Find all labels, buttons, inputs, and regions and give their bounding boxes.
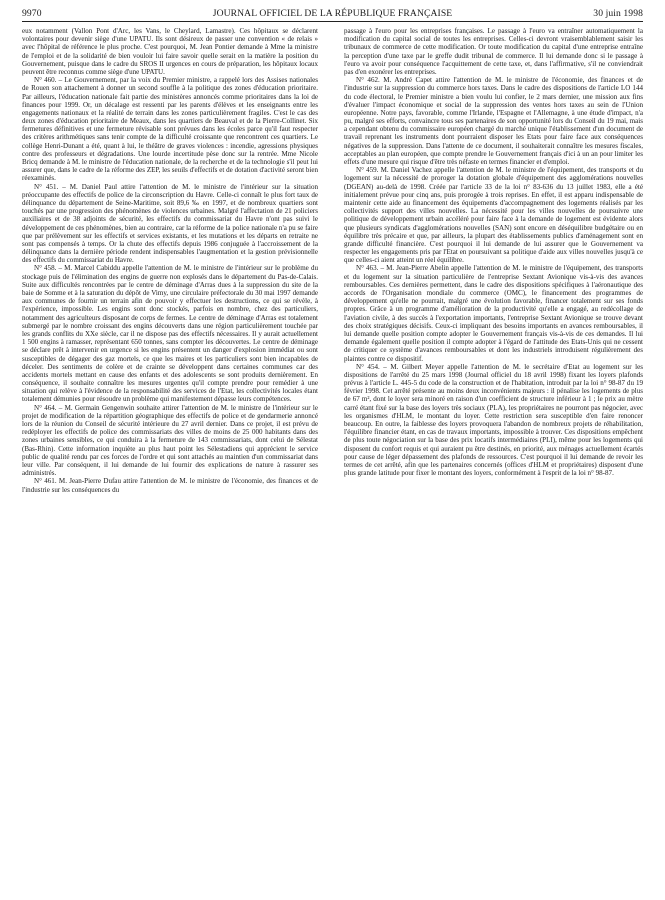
paragraph: N° 458. – M. Marcel Cabiddu appelle l'attention de M. le ministre de l'intérieur sur le problème du stockage puis de l'élimination des engins de guerre non explosés dans le département du Pas-de-Calais. Suite aux difficultés rencontrées par le centre de déminage d'Arras dues à la suppression du site de la baie de Somme et à la saturation du dépôt de Vimy, une circulaire préfectorale du 30 mai 1997 demande aux communes de fournir un terrain afin de pouvoir y effectuer les destructions, ce qui se révèle, à l'expérience, impossible. Les engins sont donc stockés, parfois en nombre, chez des particuliers, notamment des agriculteurs disposant de corps de fermes. Le centre de déminage d'Arras est totalement submergé par le nombre croissant des engins découverts dans une région particulièrement touchée par les grands conflits du XXe siècle, car il ne dispose pas des effectifs nécessaires. Il y aurait actuellement 1 500 engins à ramasser, représentant 650 tonnes, sans compter les découvertes. Le centre de déminage se déclare prêt à intervenir en urgence si les engins présentent un danger d'explosion immédiat ou sont susceptibles de dégager des gaz mortels, ce que les maires et les particuliers sont bien incapables de déceler. Des sentiments de colère et de crainte se développent dans certaines communes car des accidents mortels mettant en cause des enfants et des adolescents se sont produits dernièrement. En conséquence, il souhaite connaître les mesures urgentes qu'il compte prendre pour remédier à une situation qui relève à l'évidence de la responsabilité des services de l'Etat, les collectivités locales étant totalement démunies pour résoudre un problème qui manifestement dépasse leurs compétences. <box>22 264 318 404</box>
journal-title: JOURNAL OFFICIEL DE LA RÉPUBLIQUE FRANÇAISE <box>212 8 453 19</box>
paragraph: N° 460. – Le Gouvernement, par la voix du Premier ministre, a rappelé lors des Assises nationales de Rouen son attachement à donner un second souffle à la politique des zones d'éducation prioritaire. Par ailleurs, l'éducation nationale fait partie des ministères annoncés comme prioritaires dans la loi de finances pour 1999. Or, un décalage est ressenti par les parents d'élèves et les enseignants entre les engagements nationaux et la réalité de terrain dans les zones particulièrement fragiles. C'est le cas des deux zones d'éducation prioritaire de Meaux, dans les quartiers de Beauval et de la Pierre-Collinet. Six fermetures définitives et une fermeture révisable sont prévues dans les écoles parce qu'il faut respecter des critères arithmétiques sans tenir compte de la difficulté croissante que rencontrent ces quartiers. Le collège Henri-Dunant a été, quant à lui, le théâtre de graves violences : incendie, agressions physiques contre des professeurs et dégradations. Une lourde incertitude pèse donc sur la rentrée. Mme Nicole Bricq demande à M. le ministre de l'éducation nationale, de la recherche et de la technologie s'il peut lui assurer que, dans le cadre de la réforme des ZEP, les seuils d'effectifs et de dotation d'activité seront bien réexaminés. <box>22 76 318 183</box>
paragraph: N° 461. M. Jean-Pierre Dufau attire l'attention de M. le ministre de l'économie, des finances et de l'industrie sur les conséquences du <box>22 477 318 494</box>
right-column <box>344 27 643 892</box>
paragraph: N° 451. – M. Daniel Paul attire l'attention de M. le ministre de l'intérieur sur la situation préoccupante des effectifs de police de la circonscription du Havre. Celle-ci connaît le plus fort taux de délinquance du département de Seine-Maritime, soit 89,6 ‰ en 1997, et de nombreux quartiers sont touchés par une progression des phénomènes de violences urbaines. Malgré l'affectation de 21 policiers auxiliaires et de 38 adjoints de sécurité, les effectifs du commissariat du Havre n'ont pas suivi le développement de ces phénomènes, bien au contraire, car la réforme de la police nationale n'a pu se faire que par prélèvement sur les effectifs et services existants, et les mutations et les départs en retraite ne sont pas compensés à temps. Or la chute des effectifs depuis 1986 conjuguée à l'accroissement de la délinquance dans la dernière période rendent indispensables l'augmentation et la gestion prévisionnelle des effectifs du commissariat du Havre. <box>22 182 318 265</box>
left-column <box>22 27 318 892</box>
paragraph: passage à l'euro pour les entreprises françaises. Le passage à l'euro va entraîner automatiquement la modification du capital social de toutes les entreprises. Celles-ci devront vraisemblablement saisir les tribunaux de commerce de cette modification. Or toute modification du capital d'une entreprise entraîne la perception d'une taxe par le greffe dudit tribunal de commerce. Il lui demande donc si le passage à l'euro va avoir pour conséquence l'acquittement de cette taxe, et, dans l'affirmative, s'il ne conviendrait pas d'en exonérer les entreprises. <box>344 27 643 76</box>
paragraph: N° 459. M. Daniel Vachez appelle l'attention de M. le ministre de l'équipement, des transports et du logement sur la nécessité de proroger la dotation globale d'équipement des agglomérations nouvelles (DGEAN) au-delà de 1998. Créée par l'article 33 de la loi n° 83-636 du 13 juillet 1983, elle a été initialement prévue pour cinq ans, puis prorogée à trois reprises. En effet, il est apparu indispensable de maintenir cette aide au financement des équipements d'accompagnement des logements réalisés par les collectivités support des villes nouvelles. La nécessité pour les villes nouvelles de poursuivre une politique de développement urbain accéléré pour faire face à la demande de logement est évidente alors que plusieurs syndicats d'agglomérations nouvelles (SAN) sont encore en déséquilibre budgétaire ou en équilibre très précaire et que, par ailleurs, la plupart des établissements publics d'aménagement sont en grande difficulté financière. C'est pourquoi il lui demande de lui assurer que le Gouvernement va respecter les engagements pris par l'Etat en poursuivant sa politique d'aide aux villes nouvelles jusqu'à ce que celles-ci aient atteint un réel équilibre. <box>344 166 643 265</box>
paragraph: N° 464. – M. Germain Gengenwin souhaite attirer l'attention de M. le ministre de l'intérieur sur le projet de modification de la répartition géographique des effectifs de police et de gendarmerie annoncé lors de la réunion du Conseil de sécurité intérieure du 27 avril dernier. Dans ce projet, il est prévu de redéployer les effectifs de police des commissariats des villes de moins de 25 000 habitants dans des zones urbaines sensibles, ce qui conduira à la fermeture de 143 commissariats, dont celui de Sélestat (Bas-Rhin). Cette information inquiète au plus haut point les Sélestadiens qui apprécient le service public de qualité rendu par ces forces de l'ordre et qui sont attachés au maintien d'un commissariat dans leur ville. Par conséquent, il lui demande de lui fournir des explications de nature à rassurer ses administrés. <box>22 403 318 478</box>
paragraph: eux notamment (Vallon Pont d'Arc, les Vans, le Cheylard, Lamastre). Ces hôpitaux se déclarent volontaires pour devenir siège d'une UPATU. Ils sont désireux de passer une convention « de relais » avec l'hôpital de référence le plus proche. C'est pourquoi, M. Jean Pontier demande à Mme la ministre de l'emploi et de la solidarité de bien vouloir lui faire savoir quelle serait en la matière la position du Gouvernement, puisque dans le cadre du SROS II urgences en cours de préparation, les hôpitaux locaux peuvent être reconnus comme siège d'une UPATU. <box>22 27 318 76</box>
header-rule <box>22 21 643 22</box>
page-number: 9970 <box>22 8 42 19</box>
paragraph: N° 463. – M. Jean-Pierre Abelin appelle l'attention de M. le ministre de l'équipement, des transports et du logement sur la situation particulière de l'entreprise Sextant Avionique vis-à-vis des avances remboursables. Ces dernières permettent, dans le cadre des dispositions spécifiques à l'aéronautique des accords de l'Organisation mondiale du commerce (OMC), le financement des programmes de développement qu'elle ne pourrait, malgré une évolution favorable, financer totalement sur ses fonds propres. Grâce à un programme d'amélioration de la productivité qu'elle a engagé, au redécollage de l'aviation civile, à des succès à l'exportation importants, l'entreprise Sextant Avionique se trouve devant des choix stratégiques décisifs. Ceux-ci impliquant des besoins importants en avances remboursables, il lui demande quelle position compte adopter le Gouvernement français vis-à-vis de ces demandes. Il lui demande également quelle position il compte adopter à l'égard de l'attitude des Etats-Unis qui ne cessent de critiquer ce système d'avances remboursables et dont les industriels introduisent régulièrement des plaintes contre ce dispositif. <box>344 264 643 363</box>
paragraph: N° 454. – M. Gilbert Meyer appelle l'attention de M. le secrétaire d'Etat au logement sur les dispositions de l'arrêté du 25 mars 1998 (Journal officiel du 18 avril 1998) fixant les loyers plafonds prévus à l'article L. 445-5 du code de la construction et de l'habitation, introduit par la loi n° 98-87 du 19 février 1998. Cet arrêté présente au moins deux inconvénients majeurs : il pénalise les logements de plus de 67 m², dont le loyer sera minoré en raison d'un coefficient de structure inférieur à 1 ; le prix au mètre carré étant fixé sur la base des loyers très sociaux (PLA), les propriétaires ne pourront pas négocier, avec les organismes d'HLM, le montant du loyer. Cette restriction sera susceptible d'en faire renoncer beaucoup. En outre, la faiblesse des loyers provoquera l'abandon de nombreux projets de réhabilitation, l'équilibre financier étant, en cas de travaux importants, impossible à trouver. Ces dispositions empêchent de plus toute négociation sur la base des prix locatifs intermédiaires (PLI), même pour les logements qui disposent du confort requis et qui auraient pu être destinés, en priorité, aux ménages actuellement écartés pour cause de léger dépassement des plafonds de ressources. C'est pourquoi il lui demande de revoir les termes de cet arrêté, afin que les partenaires concernés (offices d'HLM et propriétaires) disposent d'une plus grande latitude pour fixer le montant des loyers, conformément à l'esprit de la loi n° 98-87. <box>344 362 643 478</box>
paragraph: N° 462. M. André Capet attire l'attention de M. le ministre de l'économie, des finances et de l'industrie sur la suppression du commerce hors taxes. Dans le cadre des dispositions de l'article LO 144 du code électoral, le Premier ministre a bien voulu lui confier, le 2 mars dernier, une mission aux fins d'évaluer l'impact économique et social de la suppression des ventes hors taxes au sein de l'Union européenne. Notre pays, favorable, comme l'Irlande, l'Espagne et l'Allemagne, à une étude d'impact, n'a pu, malgré ses efforts, convaincre tous ses partenaires de son opportunité lors du Conseil du 19 mai, mais a cependant obtenu du commissaire européen chargé du marché unique l'établissement d'un document de travail reprenant les instruments dont pourraient disposer les Etats pour faire face aux conséquences négatives de la suppression. Dans l'attente de ce document, il souhaiterait connaître les mesures fiscales, acceptables au plan européen, que compte prendre le Gouvernement français d'ici à un an pour limiter les effets d'une mesure qui risque d'être très néfaste en termes financier et d'emploi. <box>344 76 643 166</box>
issue-date: 30 juin 1998 <box>593 8 643 19</box>
